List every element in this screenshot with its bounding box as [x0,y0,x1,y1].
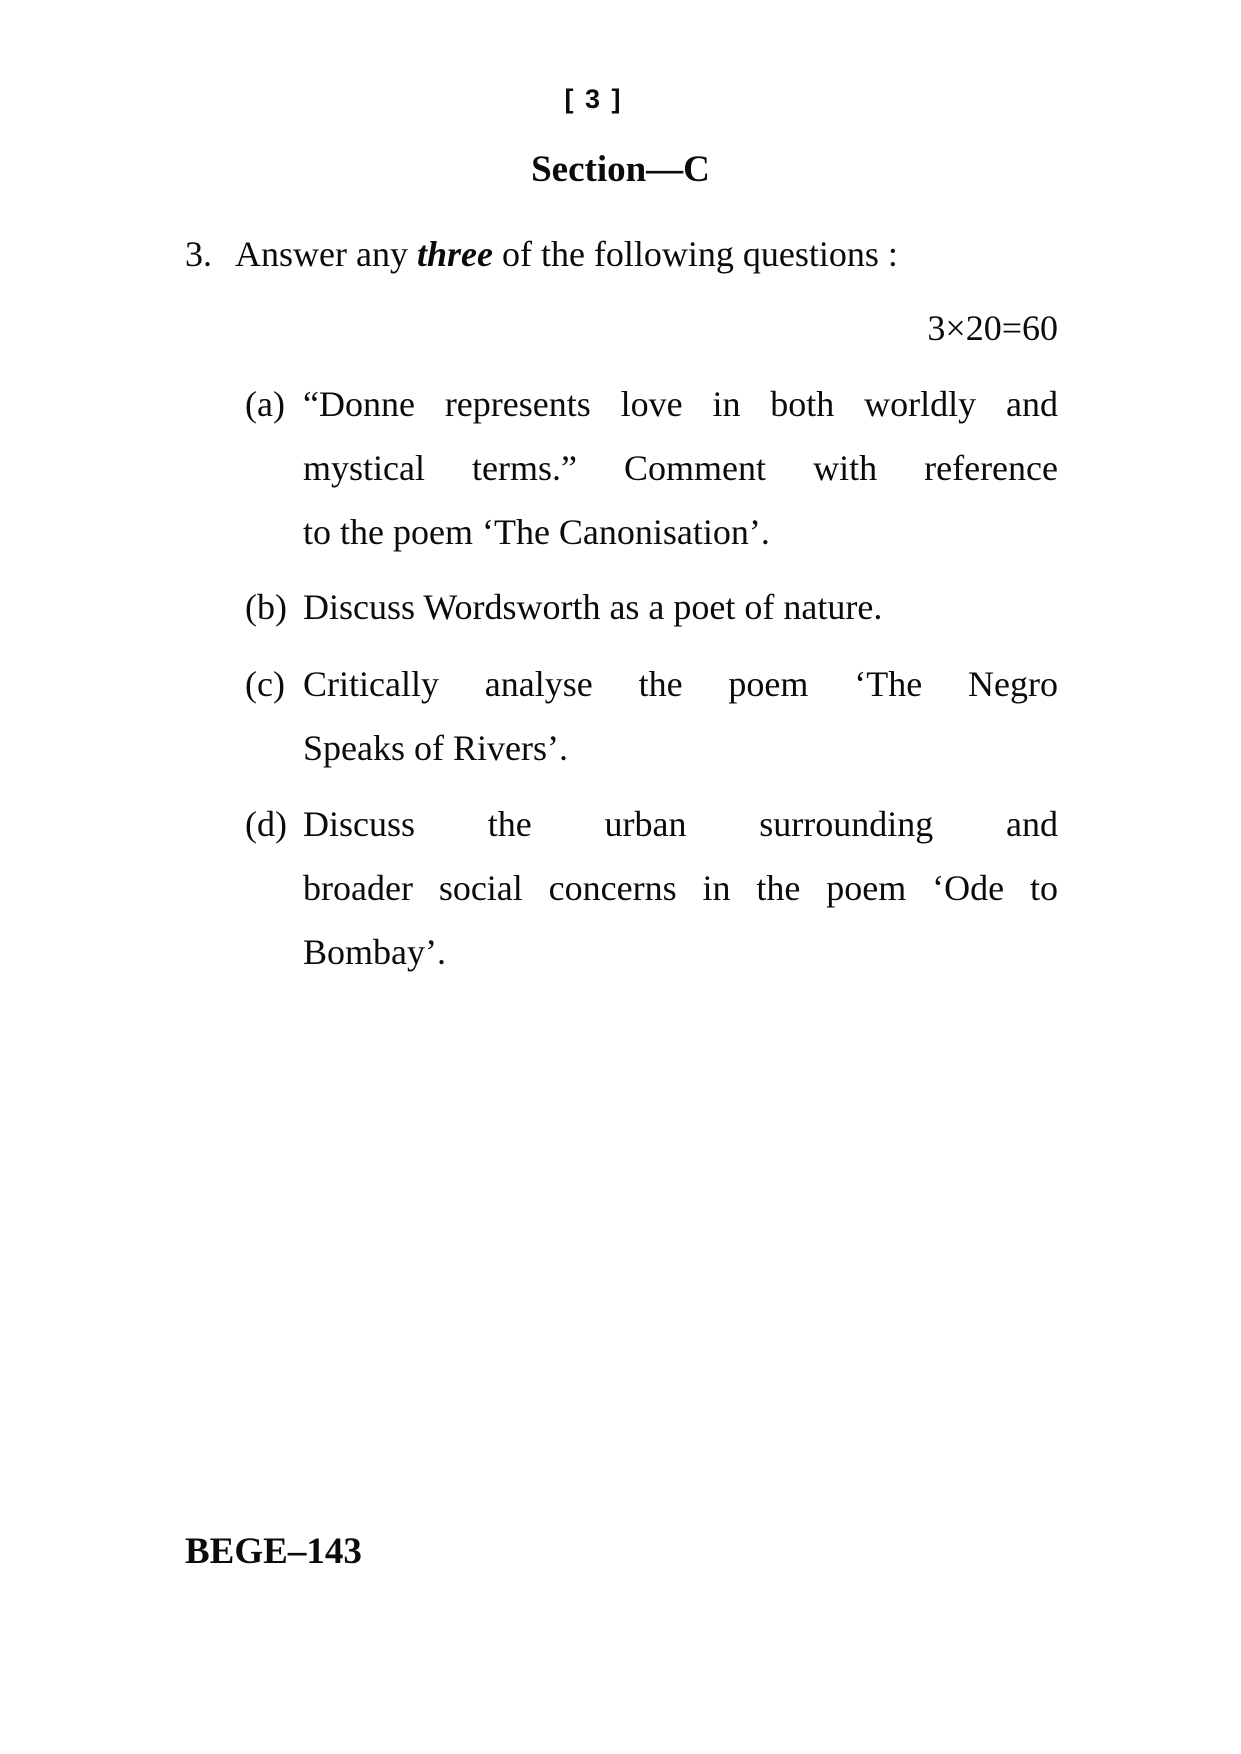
question-intro-suffix: of the following questions : [492,234,898,274]
item-b-text [303,575,1058,639]
item-d-label: (d) [245,804,287,844]
item-c-line-2: Speaks of Rivers’. [303,728,568,768]
paper-code-footer: BEGE–143 [185,1531,362,1572]
question-item-b [245,575,1058,639]
item-c-text [303,652,1058,780]
item-c-label: (c) [245,664,285,704]
section-title: Section—C [531,149,710,190]
item-d-line-1: Discuss the urban surrounding and [303,804,1058,844]
item-b-line-1: Discuss Wordsworth as a poet of nature. [303,587,883,627]
item-a-text [303,372,1058,564]
item-a-label: (a) [245,384,285,424]
question-item-d [245,792,1058,984]
item-a-line-3: to the poem ‘The Canonisation’. [303,512,770,552]
item-d-line-3: Bombay’. [303,932,446,972]
question-3 [185,222,1058,286]
question-number: 3. [185,234,212,274]
item-c-line-1: Critically analyse the poem ‘The Negro [303,664,1058,704]
item-d-text [303,792,1058,984]
item-a-line-2: mystical terms.” Comment with reference [303,448,1058,488]
item-d-line-2: broader social concerns in the poem ‘Ode to [303,868,1058,908]
item-b-label: (b) [245,587,287,627]
question-intro [235,222,1058,286]
item-a-line-1: “Donne represents love in both worldly and [303,384,1058,424]
question-item-c [245,652,1058,780]
question-item-a [245,372,1058,564]
question-intro-prefix: Answer any [235,234,417,274]
marks-value: 3×20=60 [927,308,1058,348]
page-number: [ 3 ] [564,84,623,114]
question-intro-emphasis: three [416,234,493,274]
